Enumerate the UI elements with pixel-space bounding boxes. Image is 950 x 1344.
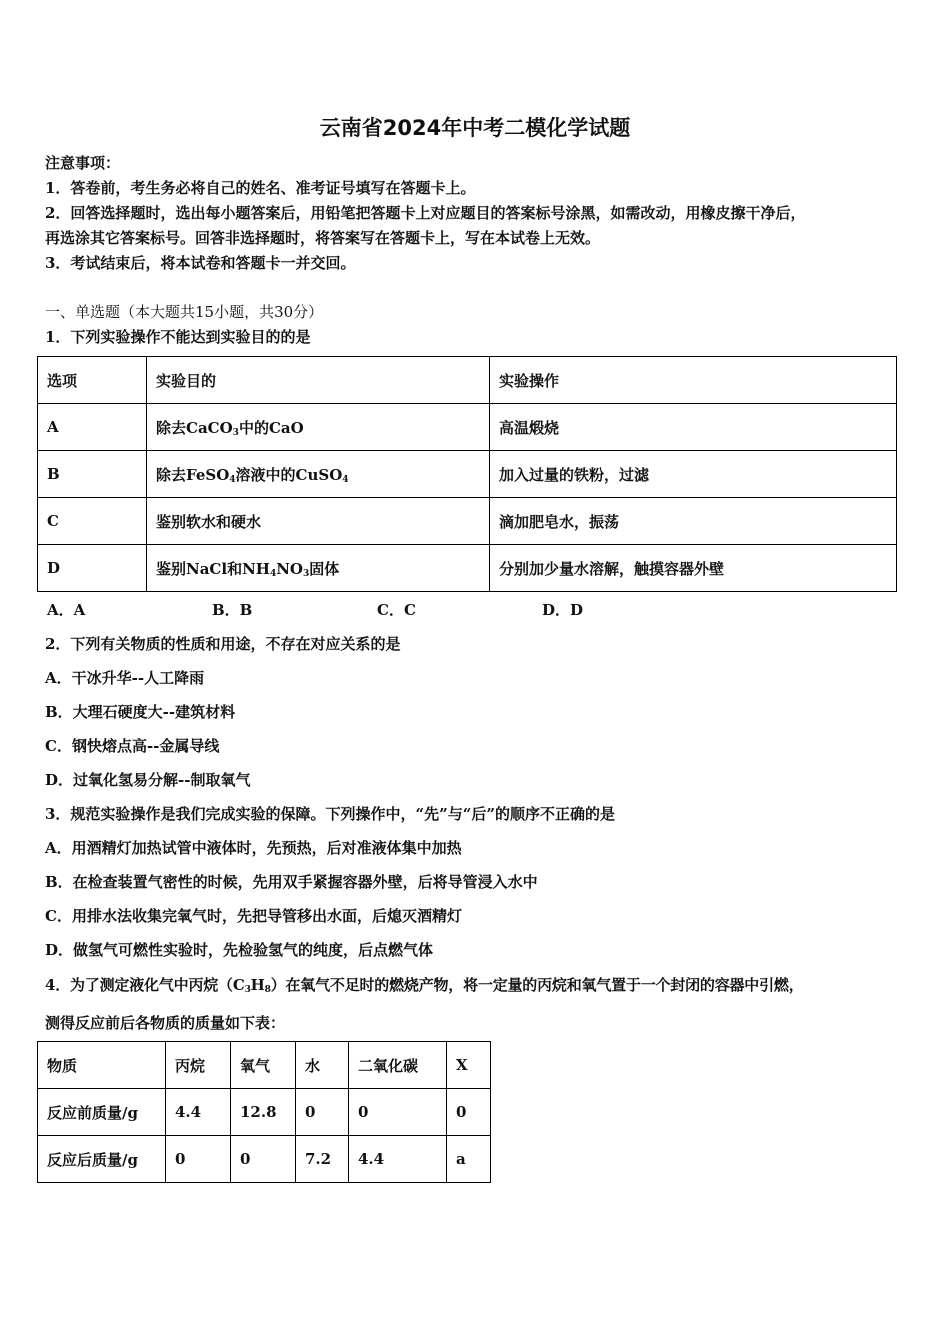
cell-text: 中的CaO	[238, 418, 304, 437]
choice-c: C．用排水法收集完氧气时，先把导管移出水面，后熄灭酒精灯	[45, 907, 462, 925]
table-header-row	[38, 357, 897, 404]
table-cell: 12.8	[231, 1089, 296, 1136]
table-cell: 丙烷	[166, 1042, 231, 1089]
notice-item: 3．考试结束后，将本试卷和答题卡一并交回。	[45, 254, 356, 272]
question-4-stem	[45, 974, 804, 995]
choice-c: C．C	[377, 601, 416, 619]
table-cell: 二氧化碳	[349, 1042, 447, 1089]
choice-b: B．大理石硬度大--建筑材料	[45, 703, 236, 721]
section-heading: 一、单选题（本大题共15小题，共30分）	[45, 303, 324, 321]
subscript: 4	[269, 568, 277, 579]
table-cell: 实验目的	[147, 357, 490, 404]
table-row	[38, 404, 897, 451]
question-2-stem: 2．下列有关物质的性质和用途，不存在对应关系的是	[45, 635, 401, 653]
table-cell: 实验操作	[490, 357, 897, 404]
notice-heading: 注意事项：	[45, 154, 121, 172]
choice-a: A．A	[47, 601, 86, 619]
table-cell: 反应前质量/g	[38, 1089, 166, 1136]
choice-c: C．钢快熔点高--金属导线	[45, 737, 220, 755]
table-cell: 氧气	[231, 1042, 296, 1089]
question-1-stem: 1．下列实验操作不能达到实验目的的是	[45, 328, 311, 346]
notice-item: 再选涂其它答案标号。回答非选择题时，将答案写在答题卡上，写在本试卷上无效。	[45, 229, 601, 247]
cell-text: 除去FeSO	[156, 465, 230, 484]
question-3-stem: 3．规范实验操作是我们完成实验的保障。下列操作中，“先”与“后”的顺序不正确的是	[45, 805, 615, 823]
table-row	[38, 545, 897, 592]
table-cell	[147, 404, 490, 451]
choice-a: A．用酒精灯加热试管中液体时，先预热，后对准液体集中加热	[45, 839, 462, 857]
table-cell: 0	[349, 1089, 447, 1136]
notice-item: 1．答卷前，考生务必将自己的姓名、准考证号填写在答题卡上。	[45, 179, 476, 197]
table-cell: X	[447, 1042, 491, 1089]
table-cell: 4.4	[166, 1089, 231, 1136]
table-cell: C	[38, 498, 147, 545]
cell-text: 除去CaCO	[156, 418, 233, 437]
question-1-table	[37, 356, 897, 592]
table-cell: 加入过量的铁粉，过滤	[490, 451, 897, 498]
cell-text: 鉴别NaCl和NH	[156, 559, 270, 578]
table-cell: 0	[296, 1089, 349, 1136]
cell-text: NO	[276, 559, 303, 578]
subscript: 3	[244, 985, 251, 995]
table-cell: 0	[166, 1136, 231, 1183]
table-cell: 物质	[38, 1042, 166, 1089]
table-cell: 0	[447, 1089, 491, 1136]
table-cell: 4.4	[349, 1136, 447, 1183]
table-cell: A	[38, 404, 147, 451]
table-header-row	[38, 1042, 491, 1089]
table-cell: 鉴别软水和硬水	[147, 498, 490, 545]
choice-d: D．D	[542, 601, 584, 619]
table-cell: B	[38, 451, 147, 498]
stem-text: H	[250, 976, 265, 994]
table-row	[38, 498, 897, 545]
cell-text: 固体	[309, 559, 340, 578]
choice-d: D．过氧化氢易分解--制取氧气	[45, 771, 251, 789]
table-cell: 7.2	[296, 1136, 349, 1183]
table-row	[38, 1089, 491, 1136]
choice-b: B．在检查装置气密性的时候，先用双手紧握容器外壁，后将导管浸入水中	[45, 873, 538, 891]
subscript: 3	[232, 427, 239, 438]
cell-text: 溶液中的CuSO	[235, 465, 343, 484]
table-cell	[147, 451, 490, 498]
table-cell: a	[447, 1136, 491, 1183]
table-row	[38, 1136, 491, 1183]
question-4-table	[37, 1041, 491, 1183]
notice-item: 2．回答选择题时，选出每小题答案后，用铅笔把答题卡上对应题目的答案标号涂黑，如需改动，用橡皮擦干净后，	[45, 204, 806, 222]
stem-text: 4．为了测定液化气中丙烷（C	[45, 976, 245, 994]
subscript: 8	[264, 985, 271, 995]
table-cell: D	[38, 545, 147, 592]
question-4-stem-cont: 测得反应前后各物质的质量如下表：	[45, 1014, 286, 1032]
choice-d: D．做氢气可燃性实验时，先检验氢气的纯度，后点燃气体	[45, 941, 434, 959]
stem-text: ）在氧气不足时的燃烧产物，将一定量的丙烷和氧气置于一个封闭的容器中引燃，	[270, 976, 804, 994]
choice-b: B．B	[212, 601, 253, 619]
table-cell: 滴加肥皂水，振荡	[490, 498, 897, 545]
subscript: 4	[342, 474, 349, 485]
table-cell	[147, 545, 490, 592]
choice-a: A．干冰升华--人工降雨	[45, 669, 205, 687]
table-cell: 水	[296, 1042, 349, 1089]
table-cell: 高温煅烧	[490, 404, 897, 451]
page-title: 云南省2024年中考二模化学试题	[319, 116, 631, 140]
table-cell: 分别加少量水溶解，触摸容器外壁	[490, 545, 897, 592]
subscript: 3	[303, 568, 310, 579]
table-cell: 0	[231, 1136, 296, 1183]
table-cell: 选项	[38, 357, 147, 404]
table-cell: 反应后质量/g	[38, 1136, 166, 1183]
subscript: 4	[229, 474, 236, 485]
table-row	[38, 451, 897, 498]
